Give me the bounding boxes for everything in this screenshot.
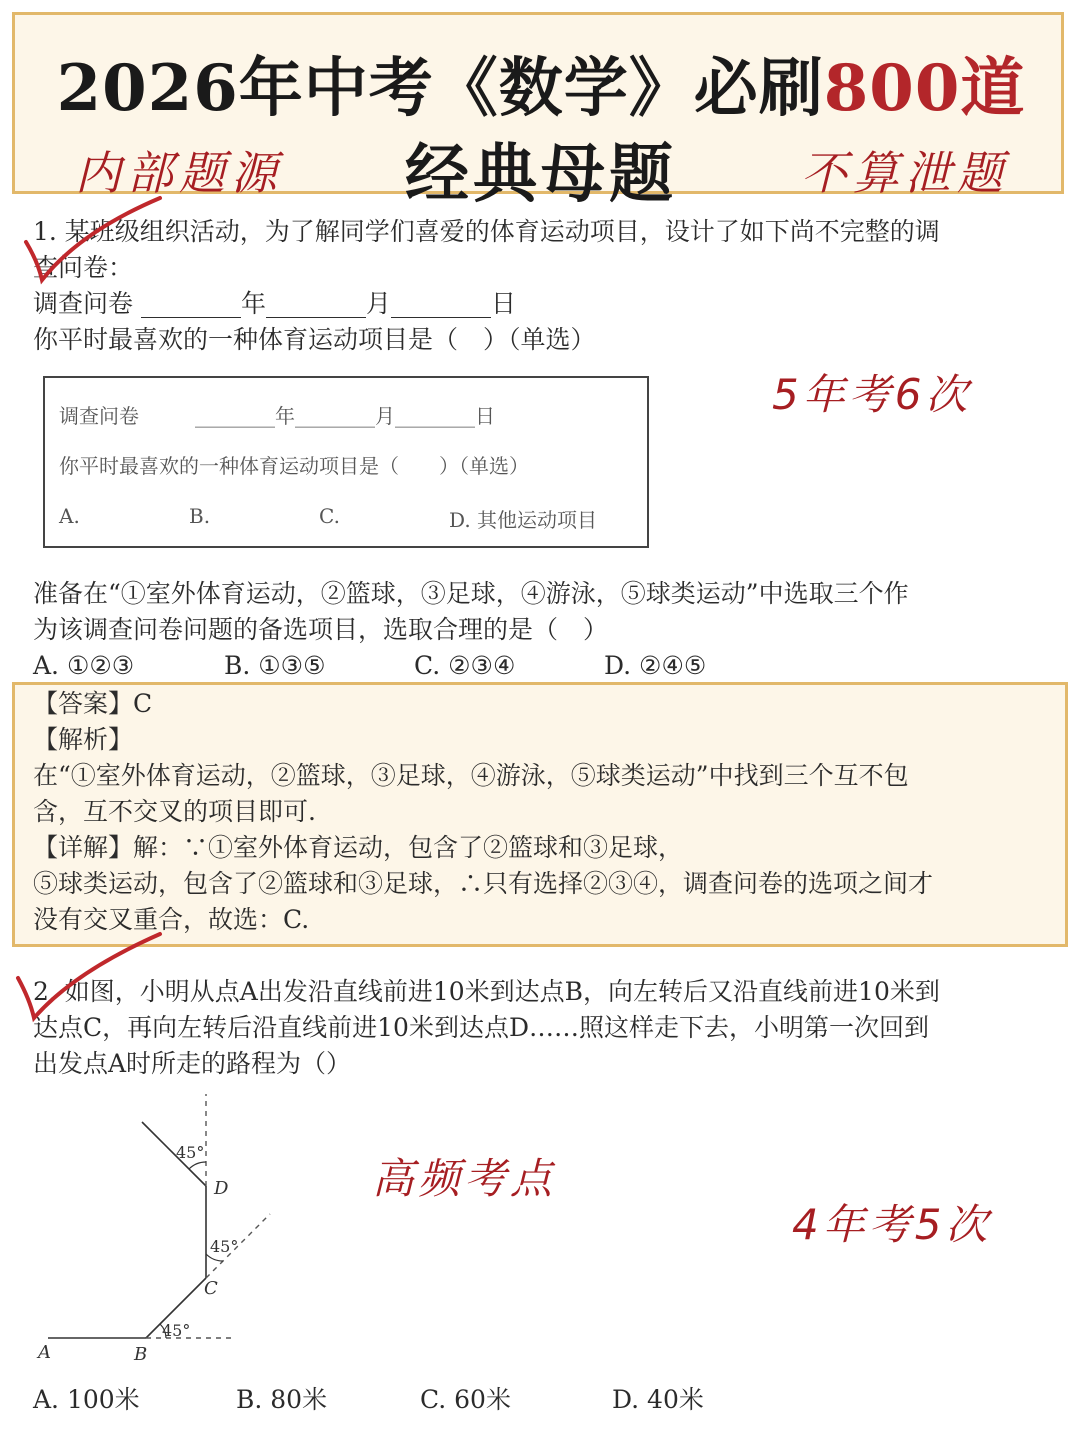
q2-line-1: 2. 如图，小明从点A出发沿直线前进10米到达点B，向左转后又沿直线前进10米到: [33, 977, 940, 1006]
handwritten-note-frequency-2: 4年考5次: [792, 1200, 992, 1249]
answer-line-3: 在“①室外体育运动，②篮球，③足球，④游泳，⑤球类运动”中找到三个互不包: [33, 761, 909, 790]
handwritten-note-hot-topic: 高频考点: [372, 1154, 557, 1203]
answer-line-7: 没有交叉重合，故选：C.: [33, 905, 310, 934]
handwritten-note-frequency-1: 5年考6次: [772, 370, 972, 419]
title-banner: [12, 12, 1064, 212]
handwritten-note-left: 内部题源: [75, 146, 283, 200]
answer-line-2: 【解析】: [33, 725, 134, 754]
survey-option-d: D. 其他运动项目: [449, 508, 598, 532]
q1-line-5: 准备在“①室外体育运动，②篮球，③足球，④游泳，⑤球类运动”中选取三个作: [33, 579, 909, 608]
q1-option-d: D. ②④⑤: [604, 651, 707, 680]
page-title: [15, 37, 1067, 129]
q1-option-b: B. ①③⑤: [224, 651, 326, 680]
q1-line-6: 为该调查问卷问题的备选项目，选取合理的是（ ）: [33, 615, 609, 644]
survey-question: 你平时最喜欢的一种体育运动项目是（ ）（单选）: [59, 454, 529, 478]
q1-line-2: 查问卷：: [33, 253, 134, 282]
label-d: D: [214, 1178, 229, 1199]
survey-option-c: C.: [319, 504, 340, 528]
q2-option-d: D. 40米: [612, 1385, 704, 1414]
survey-date: ________年________月________日: [195, 404, 495, 428]
handwritten-note-right: 不算泄题: [801, 146, 1009, 200]
answer-line-1: 【答案】C: [33, 689, 153, 718]
q1-line-4: 你平时最喜欢的一种体育运动项目是（ ）（单选）: [33, 325, 596, 354]
survey-option-b: B.: [189, 504, 211, 528]
label-c: C: [204, 1278, 218, 1299]
q2-option-c: C. 60米: [420, 1385, 511, 1414]
q1-line-3: 调查问卷 ________年________月________日: [33, 289, 516, 318]
survey-title: 调查问卷: [59, 404, 139, 428]
path-figure: [30, 1090, 290, 1370]
q2-option-b: B. 80米: [236, 1385, 328, 1414]
survey-option-a: A.: [59, 504, 80, 528]
survey-form-box: [43, 376, 649, 548]
angle-label-c: 45°: [210, 1237, 239, 1256]
q2-line-2: 达点C，再向左转后沿直线前进10米到达点D……照这样走下去，小明第一次回到: [33, 1013, 929, 1042]
label-b: B: [134, 1344, 148, 1365]
q2-option-a: A. 100米: [33, 1385, 140, 1414]
page-subtitle: 经典母题: [405, 137, 677, 212]
q2-line-3: 出发点A时所走的路程为（）: [33, 1049, 352, 1078]
angle-label-b: 45°: [162, 1321, 191, 1340]
answer-line-5: 【详解】解：∵①室外体育运动，包含了②篮球和③足球，: [33, 833, 684, 862]
answer-line-6: ⑤球类运动，包含了②篮球和③足球，∴只有选择②③④，调查问卷的选项之间才: [33, 869, 934, 898]
answer-line-4: 含，互不交叉的项目即可.: [33, 797, 316, 826]
q1-option-c: C. ②③④: [414, 651, 516, 680]
page-title-main: 2026年中考《数学》必刷: [56, 51, 824, 126]
label-a: A: [38, 1342, 51, 1363]
angle-label-d: 45°: [176, 1143, 205, 1162]
q1-option-a: A. ①②③: [33, 651, 135, 680]
q1-line-1: 1. 某班级组织活动，为了解同学们喜爱的体育运动项目，设计了如下尚不完整的调: [33, 217, 940, 246]
page-title-accent: 800道: [823, 51, 1026, 126]
check-mark-icon-2: [14, 928, 174, 1038]
check-mark-icon: [20, 192, 180, 302]
